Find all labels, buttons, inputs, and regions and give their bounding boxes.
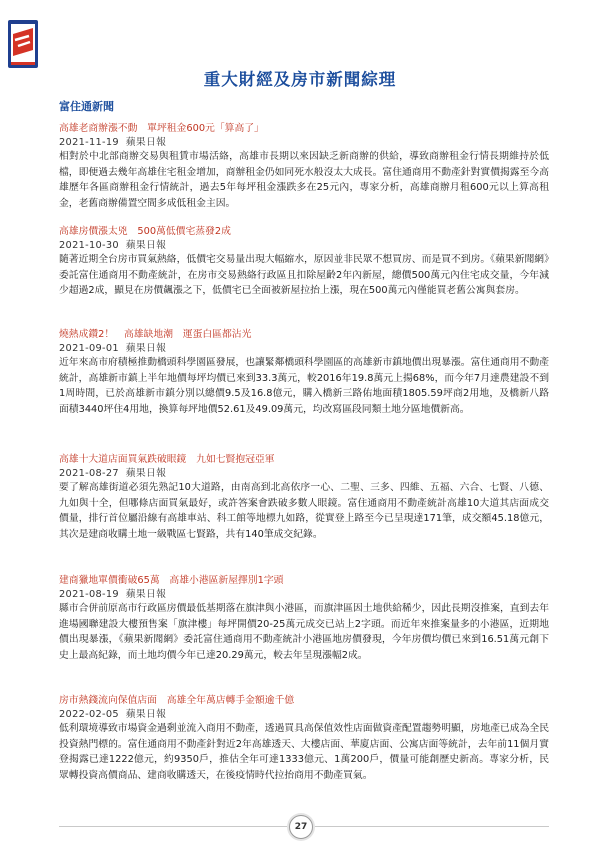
- article-date: 2021-10-30: [59, 240, 119, 251]
- article-body: 近年來高市府積極推動橋頭科學園區發展，也讓緊鄰橋頭科學園區的高雄新市鎮地價出現暴漲。富住通商用不動產統計，高雄新市鎮上半年地價每坪均價已來到33.3萬元，較2016年19.8萬元上揚68%，而今年7月達農建設不到1周時間，已於高雄新市鎮分別以總價9.5及16.8億元，購入橋新三路佑地面積1805.59坪商2用地，及橋新八路面積3440坪住4用地，換算每坪地價52.61及49.09萬元，均改寫區段同類土地分區地價新高。: [59, 357, 549, 415]
- article-meta: [59, 342, 549, 355]
- article-body: 相對於中北部商辦交易與租賃市場活絡，高雄市長期以來因缺乏新商辦的供給，導致商辦租金行情長期維持於低檔，即便過去幾年高雄住宅租金增加，商辦租金仍如同死水般沒太大成長。富住通商用不動產針對實價揭露至今高雄歷年各區商辦租金行情統計，過去5年每坪租金漲跌多在25元內，專家分析，高雄商辦月租600元以上算高租金，老舊商辦備置空間多成低租金主因。: [59, 151, 549, 209]
- page-title: 重大財經及房市新聞綜理: [203, 70, 397, 89]
- article-date: 2021-09-01: [59, 343, 119, 354]
- article-headline[interactable]: 燒熱成鑽2！ 高雄缺地潮 運蛋白區都沾光: [59, 329, 252, 340]
- article-date: 2022-02-05: [59, 709, 119, 720]
- article-body: 低利環境導致市場資金過剩並流入商用不動產，透過買具高保值效性店面做資產配置趨勢明顯，房地產已成為全民投資熱門標的。富住通商用不動產針對近2年高雄透天、大樓店面、華廈店面、公寓店面等統計，去年前11個月實登揭露已達1222億元，約9350戶，推估全年可達1333億元、1萬200戶，價量可能創歷史新高。專家分析，民眾轉投資高價商品、建商收購透天，在後疫情時代拉抬商用不動產買氣。: [59, 723, 549, 781]
- article-body: 縣市合併前原高市行政區房價最低基期落在旗津與小港區，而旗津區因土地供給稀少，因此長期沒推案，直到去年進場國聯建設大樓預售案「旗津樓」每坪開價20-25萬元成交已站上2字頭。而近年來推案量多的小港區，近期地價出現暴漲，《蘋果新聞網》委託富住通商用不動產統計小港區地房價發現，今年房價均價已來到16.51萬元創下史上最高紀錄，而土地均價今年已達20.29萬元，較去年呈現漲幅2成。: [59, 603, 549, 661]
- article-headline[interactable]: 房市熱錢流向保值店面 高雄全年萬店轉手金額逾千億: [59, 695, 295, 706]
- article-source: 蘋果日報: [125, 589, 167, 600]
- article: [59, 328, 549, 417]
- article-source: 蘋果日報: [125, 709, 167, 720]
- article-date: 2021-08-27: [59, 468, 119, 479]
- article-meta: [59, 708, 549, 721]
- logo: [8, 20, 38, 68]
- article: [59, 694, 549, 783]
- article-date: 2021-11-19: [59, 137, 119, 148]
- article-meta: [59, 588, 549, 601]
- article-headline[interactable]: 高雄老商辦漲不動 單坪租金600元「算高了」: [59, 123, 264, 134]
- page-number: 27: [289, 815, 313, 839]
- article-headline[interactable]: 建商獵地單價衝破65萬 高雄小港區新屋擇別1字頭: [59, 575, 284, 586]
- article: [59, 453, 549, 542]
- article-source: 蘋果日報: [125, 468, 167, 479]
- article-meta: [59, 239, 549, 252]
- article-meta: [59, 467, 549, 480]
- article-source: 蘋果日報: [125, 137, 167, 148]
- article-headline[interactable]: 高雄十大道店面買氣跌破眼鏡 九如七賢抱冠亞軍: [59, 454, 275, 465]
- article-body: 要了解高雄街道必須先熟記10大道路，由南高到北高依序一心、二聖、三多、四維、五福、六合、七賢、八德、九如與十全，但哪條店面買氣最好，或許答案會跌破多數人眼鏡。富住通商用不動產統計高雄10大道其店面成交價量，排行首位屬沿線有高雄車站、科工館等地標九如路，從實登上路至今已呈現達171筆，成交額45.18億元，其次是建商收購土地一級戰區七賢路，共有140筆成交紀錄。: [59, 482, 549, 540]
- article-body: 隨著近期全台房市買氣熱絡，低價宅交易量出現大幅縮水，原因並非民眾不想買房、而是買不到房。《蘋果新聞網》委託富住通商用不動產統計，在房市交易熱絡行政區且扣除屋齡2年內新屋，總價500萬元內住宅成交量，今年減少超過2成，顯見在房價飆漲之下，低價宅已全面被新屋拉抬上漲，現在500萬元內僅能買老舊公寓與套房。: [59, 254, 549, 297]
- article-date: 2021-08-19: [59, 589, 119, 600]
- article-headline[interactable]: 高雄房價漲太兇 500萬低價宅蒸發2成: [59, 226, 231, 237]
- article: [59, 225, 549, 299]
- article: [59, 122, 549, 211]
- article-source: 蘋果日報: [125, 343, 167, 354]
- section-title: 富住通新聞: [59, 100, 114, 113]
- article-source: 蘋果日報: [125, 240, 167, 251]
- article: [59, 574, 549, 663]
- article-meta: [59, 136, 549, 149]
